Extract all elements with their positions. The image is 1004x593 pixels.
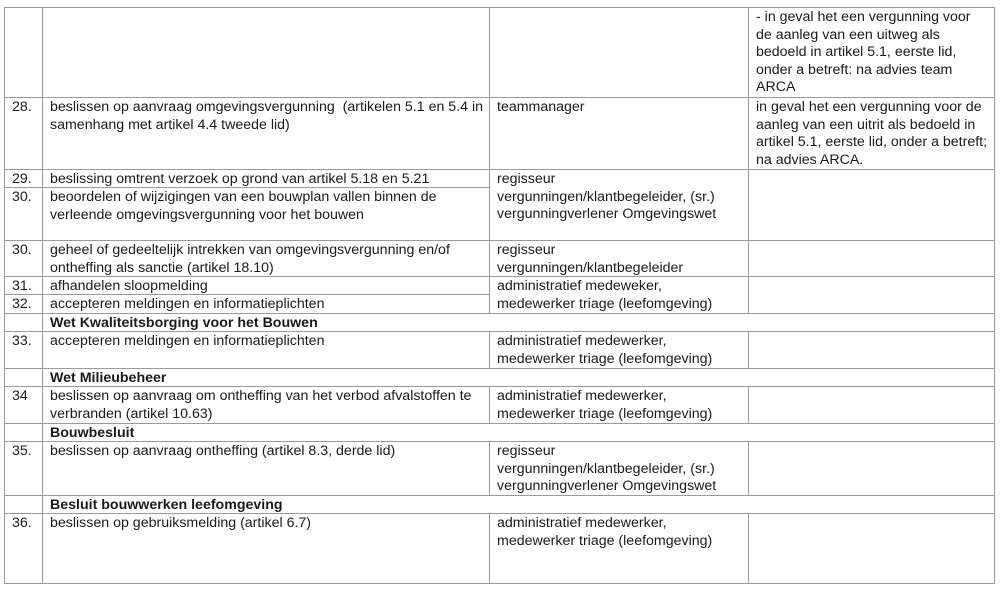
table-cell-note xyxy=(749,514,995,584)
table-cell-note xyxy=(749,241,995,277)
table-cell-note xyxy=(749,277,995,314)
table-cell-role: administratief medeweker, medewerker triage (leefomgeving) xyxy=(497,278,713,312)
table-cell-note xyxy=(749,442,995,496)
section-heading: Wet Kwaliteitsborging voor het Bouwen xyxy=(50,315,318,331)
row-number: 33. xyxy=(12,333,32,349)
table-cell-role: administratief medewerker, medewerker triage (leefomgeving) xyxy=(497,333,713,367)
table-cell-note xyxy=(749,170,995,241)
table-cell-task: accepteren meldingen en informatieplichten xyxy=(50,333,325,349)
table-cell-note: - in geval het een vergunning voor de aanleg van een uitweg als bedoeld in artikel 5.1, eerste lid, onder a betreft: na advies team ARCA xyxy=(756,9,975,96)
column-divider xyxy=(748,514,749,584)
column-divider xyxy=(748,8,749,314)
table-cell-role: administratief medewerker, medewerker triage (leefomgeving) xyxy=(497,515,713,549)
table-cell-task: beslissen op aanvraag om ontheffing van het verbod afvalstoffen te verbranden (artikel 10.63) xyxy=(50,388,476,422)
mandate-table xyxy=(4,7,995,584)
column-divider xyxy=(748,332,749,369)
row-number: 32. xyxy=(12,296,32,312)
table-cell-role: regisseur vergunningen/klantbegeleider, (sr.) vergunningverlener Omgevingswet xyxy=(497,171,719,223)
section-heading: Bouwbesluit xyxy=(50,425,135,441)
column-divider xyxy=(489,332,490,369)
row-divider xyxy=(5,368,994,369)
row-number: 34 xyxy=(12,388,28,404)
table-cell-task: beslissing omtrent verzoek op grond van artikel 5.18 en 5.21 xyxy=(50,171,430,187)
table-cell-task: beslissen op gebruiksmelding (artikel 6.7) xyxy=(50,515,312,531)
row-divider xyxy=(5,386,994,387)
row-number: 35. xyxy=(12,443,32,459)
row-divider xyxy=(5,276,994,277)
row-divider xyxy=(5,169,994,170)
section-heading: Besluit bouwwerken leefomgeving xyxy=(50,497,283,513)
row-divider xyxy=(5,187,490,188)
table-cell-task: beoordelen of wijzigingen van een bouwplan vallen binnen de verleende omgevingsvergunning voor het bouwen xyxy=(50,189,441,223)
column-divider xyxy=(489,8,490,314)
row-number: 29. xyxy=(12,171,32,187)
row-divider xyxy=(5,313,994,314)
row-divider xyxy=(5,97,994,98)
table-cell-role: regisseur vergunningen/klantbegeleider, (sr.) vergunningverlener Omgevingswet xyxy=(497,443,719,495)
column-divider xyxy=(748,442,749,496)
row-divider xyxy=(5,240,994,241)
row-number: 31. xyxy=(12,278,32,294)
column-divider xyxy=(489,387,490,424)
column-divider xyxy=(748,387,749,424)
row-divider xyxy=(5,495,994,496)
section-heading: Wet Milieubeheer xyxy=(50,370,167,386)
table-cell-role: regisseur vergunningen/klantbegeleider xyxy=(497,242,684,276)
table-cell-role: teammanager xyxy=(497,99,585,115)
column-divider xyxy=(489,514,490,584)
column-divider xyxy=(489,442,490,496)
row-divider xyxy=(5,331,994,332)
column-divider xyxy=(42,8,43,584)
row-number: 36. xyxy=(12,515,32,531)
table-cell-task: afhandelen sloopmelding xyxy=(50,278,208,294)
row-divider xyxy=(5,513,994,514)
table-cell-note xyxy=(749,387,995,424)
row-number: 30. xyxy=(12,242,32,258)
row-divider xyxy=(5,423,994,424)
table-cell-role: administratief medewerker, medewerker triage (leefomgeving) xyxy=(497,388,713,422)
table-cell-task: beslissen op aanvraag ontheffing (artikel 8.3, derde lid) xyxy=(50,443,396,459)
table-cell-task: beslissen op aanvraag omgevingsvergunning (artikelen 5.1 en 5.4 in samenhang met artikel 4.4 tweede lid) xyxy=(50,99,487,133)
row-divider xyxy=(5,294,490,295)
table-cell-note xyxy=(749,332,995,369)
table-cell-task: accepteren meldingen en informatieplichten xyxy=(50,296,325,312)
row-divider xyxy=(5,441,994,442)
table-cell-task: geheel of gedeeltelijk intrekken van omgevingsvergunning en/of ontheffing als sanctie (artikel 18.10) xyxy=(50,242,454,276)
table-cell-note: in geval het een vergunning voor de aanleg van een uitrit als bedoeld in artikel 5.1, eerste lid, onder a betreft; na advies ARCA. xyxy=(756,99,992,168)
row-number: 28. xyxy=(12,99,32,115)
row-number: 30. xyxy=(12,189,32,205)
